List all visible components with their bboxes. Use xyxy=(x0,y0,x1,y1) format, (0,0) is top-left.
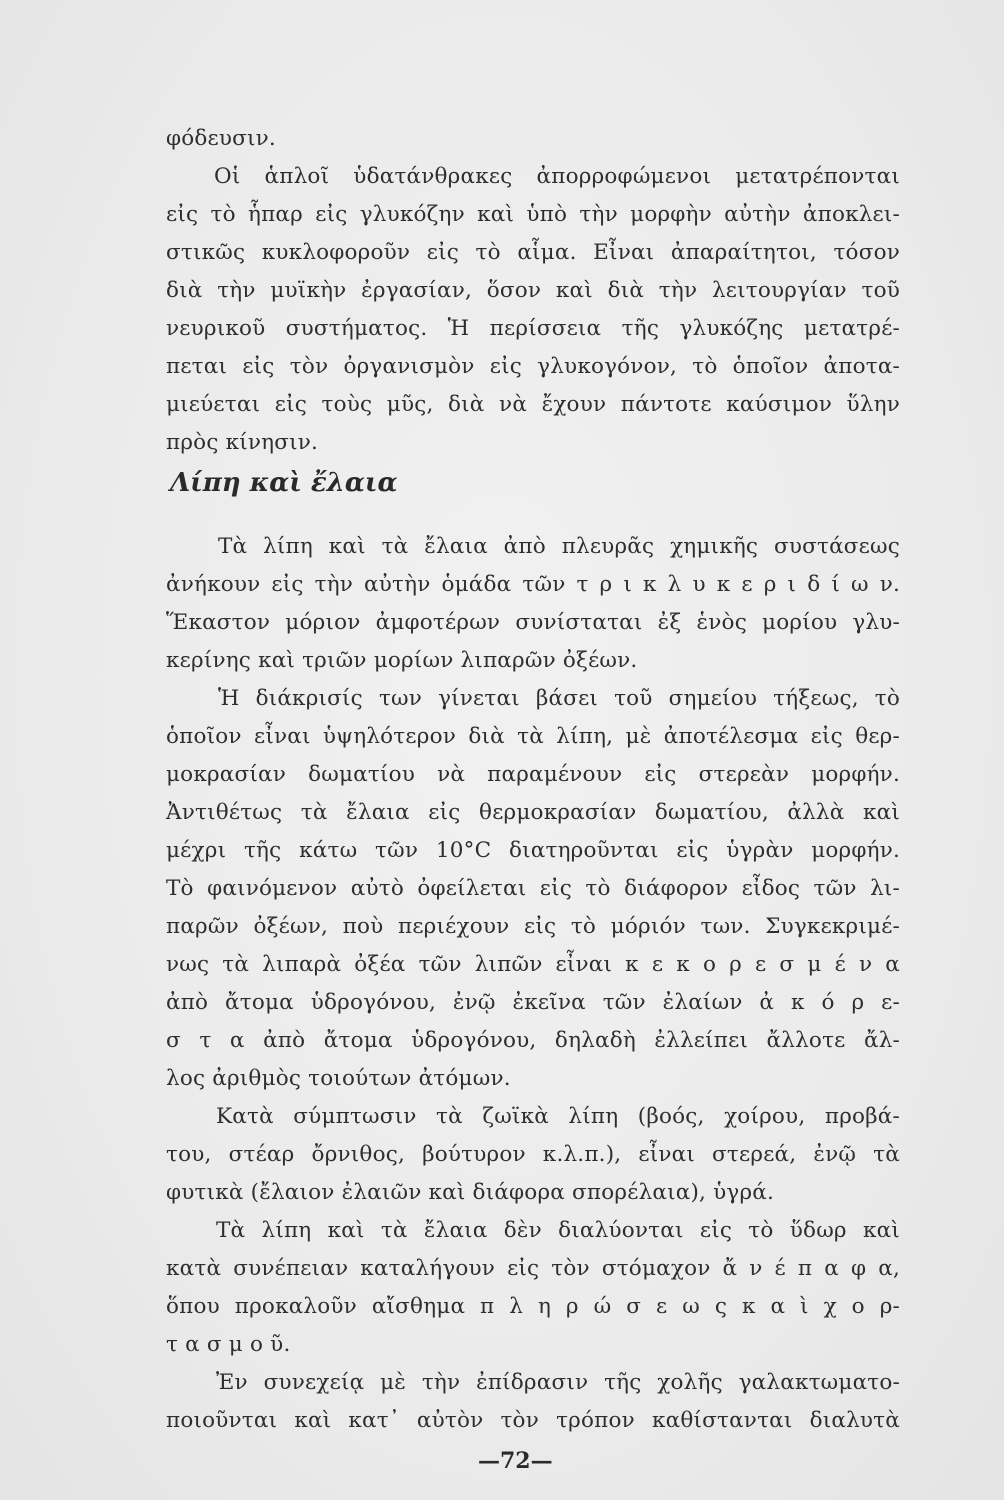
text-line: ἀνήκουν εἰς τὴν αὐτὴν ὁμάδα τῶν τ ρ ι κ λ υ κ ε ρ ι δ ί ω ν. xyxy=(166,572,900,597)
text-line: κατὰ συνέπειαν καταλήγουν εἰς τὸν στόμαχον ἄ ν έ π α φ α, xyxy=(166,1256,900,1281)
text-line: μιεύεται εἰς τοὺς μῦς, διὰ νὰ ἔχουν πάντοτε καύσιμον ὕλην xyxy=(166,392,900,417)
text-line: τ α σ μ ο ῦ. xyxy=(166,1332,291,1357)
text-line: Ἀντιθέτως τὰ ἔλαια εἰς θερμοκρασίαν δωματίου, ἀλλὰ καὶ xyxy=(166,800,900,825)
text-line: ποιοῦνται καὶ κατ᾽ αὐτὸν τὸν τρόπον καθίστανται διαλυτὰ xyxy=(166,1408,900,1433)
text-line: Ἡ διάκρισίς των γίνεται βάσει τοῦ σημείου τήξεως, τὸ xyxy=(218,686,900,711)
text-line: πρὸς κίνησιν. xyxy=(166,430,319,455)
text-line: σ τ α ἀπὸ ἄτομα ὑδρογόνου, δηλαδὴ ἐλλείπει ἄλλοτε ἄλ- xyxy=(166,1028,900,1053)
text-line: ὁποῖον εἶναι ὑψηλότερον διὰ τὰ λίπη, μὲ ἀποτέλεσμα εἰς θερ- xyxy=(166,724,900,749)
text-line: στικῶς κυκλοφοροῦν εἰς τὸ αἷμα. Εἶναι ἀπαραίτητοι, τόσον xyxy=(166,240,900,265)
text-line: Τὸ φαινόμενον αὐτὸ ὀφείλεται εἰς τὸ διάφορον εἶδος τῶν λι- xyxy=(166,876,900,901)
text-line: λος ἀριθμὸς τοιούτων ἀτόμων. xyxy=(166,1066,511,1091)
text-line: Τὰ λίπη καὶ τὰ ἔλαια ἀπὸ πλευρᾶς χημικῆς συστάσεως xyxy=(218,534,900,559)
text-line: ἀπὸ ἄτομα ὑδρογόνου, ἐνῷ ἐκεῖνα τῶν ἐλαίων ἀ κ ό ρ ε- xyxy=(166,990,900,1015)
text-line: νευρικοῦ συστήματος. Ἡ περίσσεια τῆς γλυκόζης μετατρέ- xyxy=(166,316,900,341)
text-line: Ἐν συνεχείᾳ μὲ τὴν ἐπίδρασιν τῆς χολῆς γαλακτωματο- xyxy=(216,1370,900,1395)
text-line: μοκρασίαν δωματίου νὰ παραμένουν εἰς στερεὰν μορφήν. xyxy=(166,762,900,787)
text-line: Κατὰ σύμπτωσιν τὰ ζωϊκὰ λίπη (βοός, χοίρου, προβά- xyxy=(216,1104,900,1129)
text-line: κερίνης καὶ τριῶν μορίων λιπαρῶν ὀξέων. xyxy=(166,648,638,673)
text-line: εἰς τὸ ἧπαρ εἰς γλυκόζην καὶ ὑπὸ τὴν μορφὴν αὐτὴν ἀποκλει- xyxy=(166,202,900,227)
text-line: διὰ τὴν μυϊκὴν ἐργασίαν, ὅσον καὶ διὰ τὴν λειτουργίαν τοῦ xyxy=(166,278,900,303)
page-number: —72— xyxy=(478,1448,553,1474)
text-line: παρῶν ὀξέων, ποὺ περιέχουν εἰς τὸ μόριόν των. Συγκεκριμέ- xyxy=(166,914,900,939)
text-line: νως τὰ λιπαρὰ ὀξέα τῶν λιπῶν εἶναι κ ε κ ο ρ ε σ μ έ ν α xyxy=(166,952,900,977)
text-line: φόδευσιν. xyxy=(166,126,276,151)
text-line: του, στέαρ ὄρνιθος, βούτυρον κ.λ.π.), εἶναι στερεά, ἐνῷ τὰ xyxy=(166,1142,900,1167)
text-line: φυτικὰ (ἔλαιον ἐλαιῶν καὶ διάφορα σπορέλαια), ὑγρά. xyxy=(166,1180,775,1205)
text-line: Οἱ ἁπλοῖ ὑδατάνθρακες ἀπορροφώμενοι μετατρέπονται xyxy=(214,164,900,189)
text-line: ὅπου προκαλοῦν αἴσθημα π λ η ρ ώ σ ε ω ς κ α ὶ χ ο ρ- xyxy=(166,1294,900,1319)
text-line: πεται εἰς τὸν ὀργανισμὸν εἰς γλυκογόνον, τὸ ὁποῖον ἀποτα- xyxy=(166,354,900,379)
text-line: μέχρι τῆς κάτω τῶν 10°C διατηροῦνται εἰς ὑγρὰν μορφήν. xyxy=(166,838,900,863)
section-heading: Λίπη καὶ ἔλαια xyxy=(170,468,398,498)
text-line: Τὰ λίπη καὶ τὰ ἔλαια δὲν διαλύονται εἰς τὸ ὕδωρ καὶ xyxy=(216,1218,900,1243)
text-line: Ἕκαστον μόριον ἀμφοτέρων συνίσταται ἐξ ἑνὸς μορίου γλυ- xyxy=(166,610,900,635)
